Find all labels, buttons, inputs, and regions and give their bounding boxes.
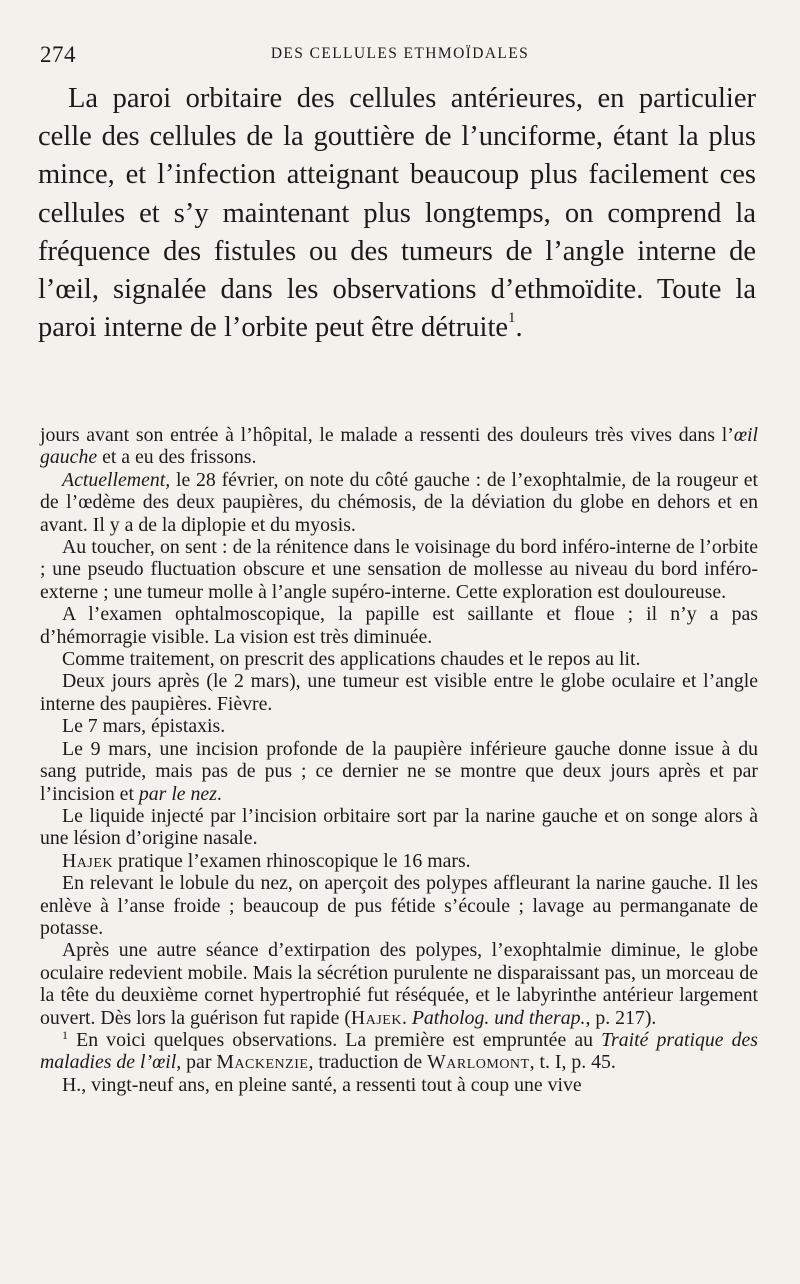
author-name: Warlomont: [427, 1051, 530, 1074]
text-run: En voici quelques observations. La première est empruntée au: [68, 1028, 602, 1051]
text-run: , t. I, p. 45.: [529, 1051, 616, 1074]
footnote-mark: 1: [62, 1027, 68, 1042]
author-name: Mackenzie: [216, 1051, 309, 1074]
italic-run: par le nez: [138, 782, 217, 805]
observation-paragraph: Le 7 mars, épistaxis.: [62, 715, 226, 738]
text-run: Après une autre séance d’extirpation des polypes, l’exophtalmie diminue, le globe oculaire redevient mobile. Mais la sécrétion purulente ne disparaissant pas, un morceau de la tête du deuxième cornet hypertrophié fut réséquée, et le labyrinthe antérieur largement ouvert. Dès lors la guérison fut rapide (: [40, 939, 758, 1029]
observation-paragraph: [40, 850, 758, 872]
text-run: Le 9 mars, une incision profonde de la paupière inférieure gauche donne issue à du sang putride, mais pas de pus ; ce dernier ne se montre que deux jours après et par l’incision et: [40, 737, 758, 805]
observation-paragraph: H., vingt-neuf ans, en pleine santé, a ressenti tout à coup une vive: [62, 1073, 582, 1096]
text-run: le 28 février, on note du côté gauche : de l’exophtalmie, de la rougeur et de l’œdème des deux paupières, du chémosis, de la déviation du globe en dehors et en avant. Il y a de la diplopie et du myosis.: [40, 468, 758, 536]
observation-paragraph: A l’examen ophtalmoscopique, la papille est saillante et floue ; il n’y a pas d’hémorragie visible. La vision est très diminuée.: [40, 603, 758, 648]
observation-paragraph: [40, 469, 758, 536]
text-run: et a eu des frissons.: [97, 446, 257, 469]
main-paragraph-text: La paroi orbitaire des cellules antérieures, en particulier celle des cellules de la gouttière de l’unciforme, étant la plus mince, et l’infection atteignant beaucoup plus facilement ces cellules et s’y maintenant plus longtemps, on comprend la fréquence des fistules ou des tumeurs de l’angle interne de l’œil, signalée dans les observations d’ethmoïdite. Toute la paroi interne de l’orbite peut être détruite: [38, 83, 756, 344]
text-run: jours avant son entrée à l’hôpital, le malade a ressenti des douleurs très vives dans l’: [40, 424, 734, 446]
text-run: , traduction de: [308, 1051, 428, 1074]
observation-paragraph: Au toucher, on sent : de la rénitence dans le voisinage du bord inféro-interne de l’orbite ; une pseudo fluctuation obscure et une sensation de mollesse au niveau du bord inféro-externe ; une tumeur molle à l’angle supéro-interne. Cette exploration est douloureuse.: [40, 536, 758, 603]
observation-paragraph: Le liquide injecté par l’incision orbitaire sort par la narine gauche et on songe alors à une lésion d’origine nasale.: [40, 804, 758, 850]
text-run: pratique l’examen rhinoscopique le 16 mars.: [113, 849, 471, 872]
observation-paragraph: [40, 424, 758, 469]
observation-block: [40, 424, 758, 1096]
footnote: [40, 1029, 758, 1074]
main-paragraph: [38, 80, 756, 347]
running-title: DES CELLULES ETHMOÏDALES: [270, 45, 530, 62]
author-name: Hajek: [350, 1006, 402, 1029]
page-number: 274: [40, 42, 76, 67]
author-name: Hajek: [62, 849, 114, 872]
main-paragraph-end: .: [515, 312, 523, 344]
observation-paragraph: [40, 738, 758, 805]
italic-run: Actuellement,: [62, 468, 171, 491]
italic-run: Patholog. und therap.: [411, 1006, 586, 1029]
observation-paragraph: Comme traitement, on prescrit des applications chaudes et le repos au lit.: [62, 648, 641, 671]
footnote-reference: 1: [508, 310, 516, 327]
text-run: par: [181, 1051, 217, 1074]
italic-run: œil gauche: [40, 424, 758, 469]
observation-paragraph: [40, 939, 758, 1029]
italic-run: Traité pratique des maladies de l’œil,: [40, 1028, 758, 1074]
text-run: .: [401, 1006, 412, 1029]
text-run: .: [216, 782, 222, 805]
text-run: , p. 217).: [585, 1006, 657, 1029]
page-header: [40, 36, 760, 66]
observation-paragraph: En relevant le lobule du nez, on aperçoit des polypes affleurant la narine gauche. Il les enlève à l’anse froide ; beaucoup de pus fétide s’écoule ; lavage au permanganate de potasse.: [40, 872, 758, 939]
observation-paragraph: Deux jours après (le 2 mars), une tumeur est visible entre le globe oculaire et l’angle interne des paupières. Fièvre.: [40, 670, 758, 715]
